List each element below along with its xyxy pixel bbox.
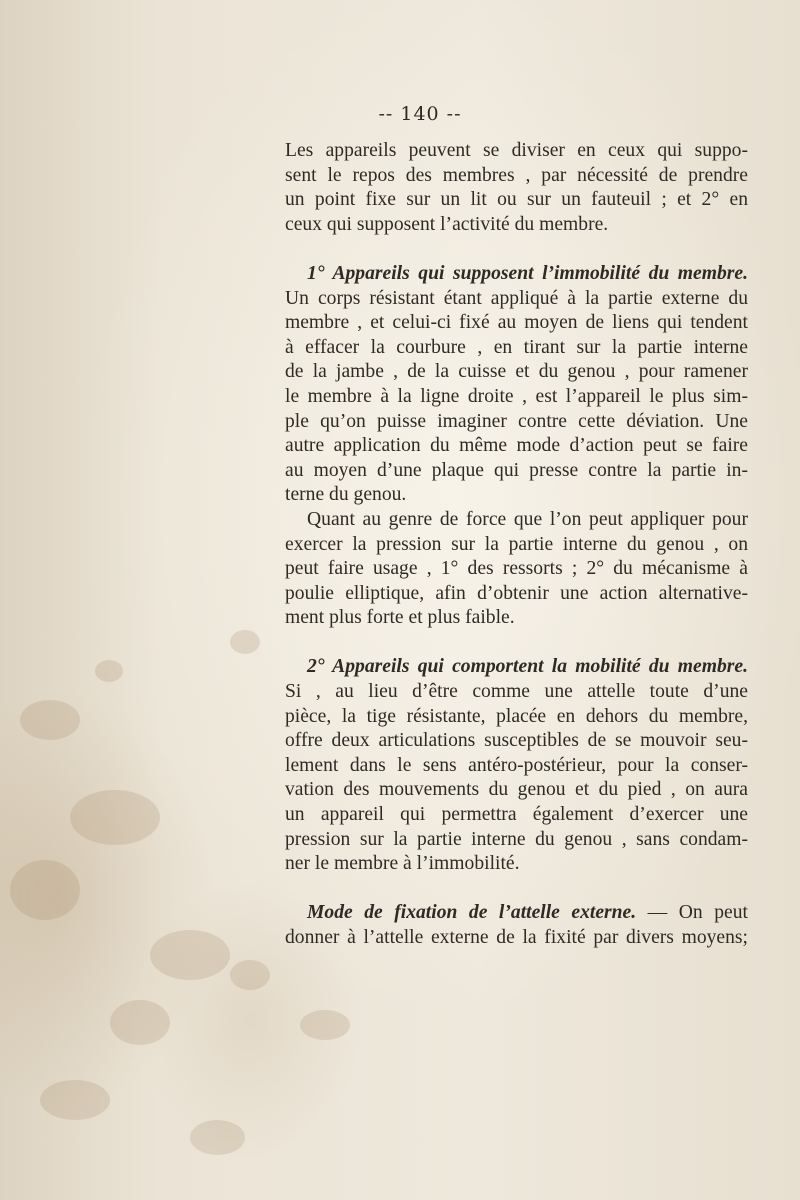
text-line: ceux qui supposent l’activité du membre. (285, 213, 609, 235)
text-line: au moyen d’une plaque qui presse contre la partie in- (285, 459, 748, 481)
text-line: Un corps résistant étant appliqué à la partie externe du (285, 287, 748, 309)
text-line: un appareil qui permettra également d’exercer une (285, 804, 748, 826)
stain-mark (230, 960, 270, 990)
text-line: exercer la pression sur la partie interne du genou , on (285, 533, 748, 555)
text-line: poulie elliptique, afin d’obtenir une action alternative- (285, 582, 748, 604)
text-line: donner à l’attelle externe de la fixité par divers moyens; (285, 927, 748, 948)
text-line: Si , au lieu d’être comme une attelle toute d’une (285, 681, 748, 703)
section-heading-fixation (285, 901, 748, 926)
stain-mark (150, 930, 230, 980)
fixation-heading-rest: — On peut (636, 902, 748, 924)
text-line: offre deux articulations susceptibles de se mouvoir seu- (285, 730, 748, 752)
text-line: pièce, la tige résistante, placée en dehors du membre, (285, 705, 748, 727)
text-line: le membre à la ligne droite , est l’appareil le plus sim- (285, 385, 748, 407)
paragraph-gap (285, 631, 748, 656)
body-text (285, 139, 748, 951)
text-line: terne du genou. (285, 484, 407, 506)
stain-mark (10, 860, 80, 920)
section-heading-immobilite: 1° Appareils qui supposent l’immobilité du membre. (307, 262, 748, 284)
text-line: ner le membre à l’immobilité. (285, 853, 520, 875)
stain-mark (230, 630, 260, 654)
paragraph-gap (285, 237, 748, 262)
stain-mark (95, 660, 123, 682)
stain-mark (110, 1000, 170, 1045)
stain-mark (20, 700, 80, 740)
text-line: membre , et celui-ci fixé au moyen de liens qui tendent (285, 312, 748, 334)
text-line: ment plus forte et plus faible. (285, 607, 515, 629)
paragraph-gap (285, 877, 748, 902)
stain-mark (300, 1010, 350, 1040)
text-line: un point fixe sur un lit ou sur un fauteuil ; et 2° en (285, 189, 748, 211)
text-line: autre application du même mode d’action peut se faire (285, 435, 748, 457)
page-number: -- 140 -- (378, 103, 462, 125)
text-line: vation des mouvements du genou et du pied , on aura (285, 779, 748, 801)
stain-mark (190, 1120, 245, 1155)
stain-mark (40, 1080, 110, 1120)
text-line: ple qu’on puisse imaginer contre cette déviation. Une (285, 410, 748, 432)
text-line: peut faire usage , 1° des ressorts ; 2° du mécanisme à (285, 558, 748, 580)
stain-mark (70, 790, 160, 845)
text-line: Les appareils peuvent se diviser en ceux qui suppo- (285, 140, 748, 161)
text-line: à effacer la courbure , en tirant sur la partie interne (285, 336, 748, 358)
text-line: Quant au genre de force que l’on peut appliquer pour (307, 508, 748, 530)
text-line: pression sur la partie interne du genou , sans condam- (285, 828, 748, 850)
text-line: sent le repos des membres , par nécessité de prendre (285, 164, 748, 186)
text-line: de la jambe , de la cuisse et du genou , pour ramener (285, 361, 748, 383)
fixation-heading-italic: Mode de fixation de l’attelle externe. (307, 902, 637, 924)
text-line: lement dans le sens antéro-postérieur, pour la conser- (285, 754, 748, 776)
section-heading-mobilite: 2° Appareils qui comportent la mobilité du membre. (307, 656, 748, 678)
